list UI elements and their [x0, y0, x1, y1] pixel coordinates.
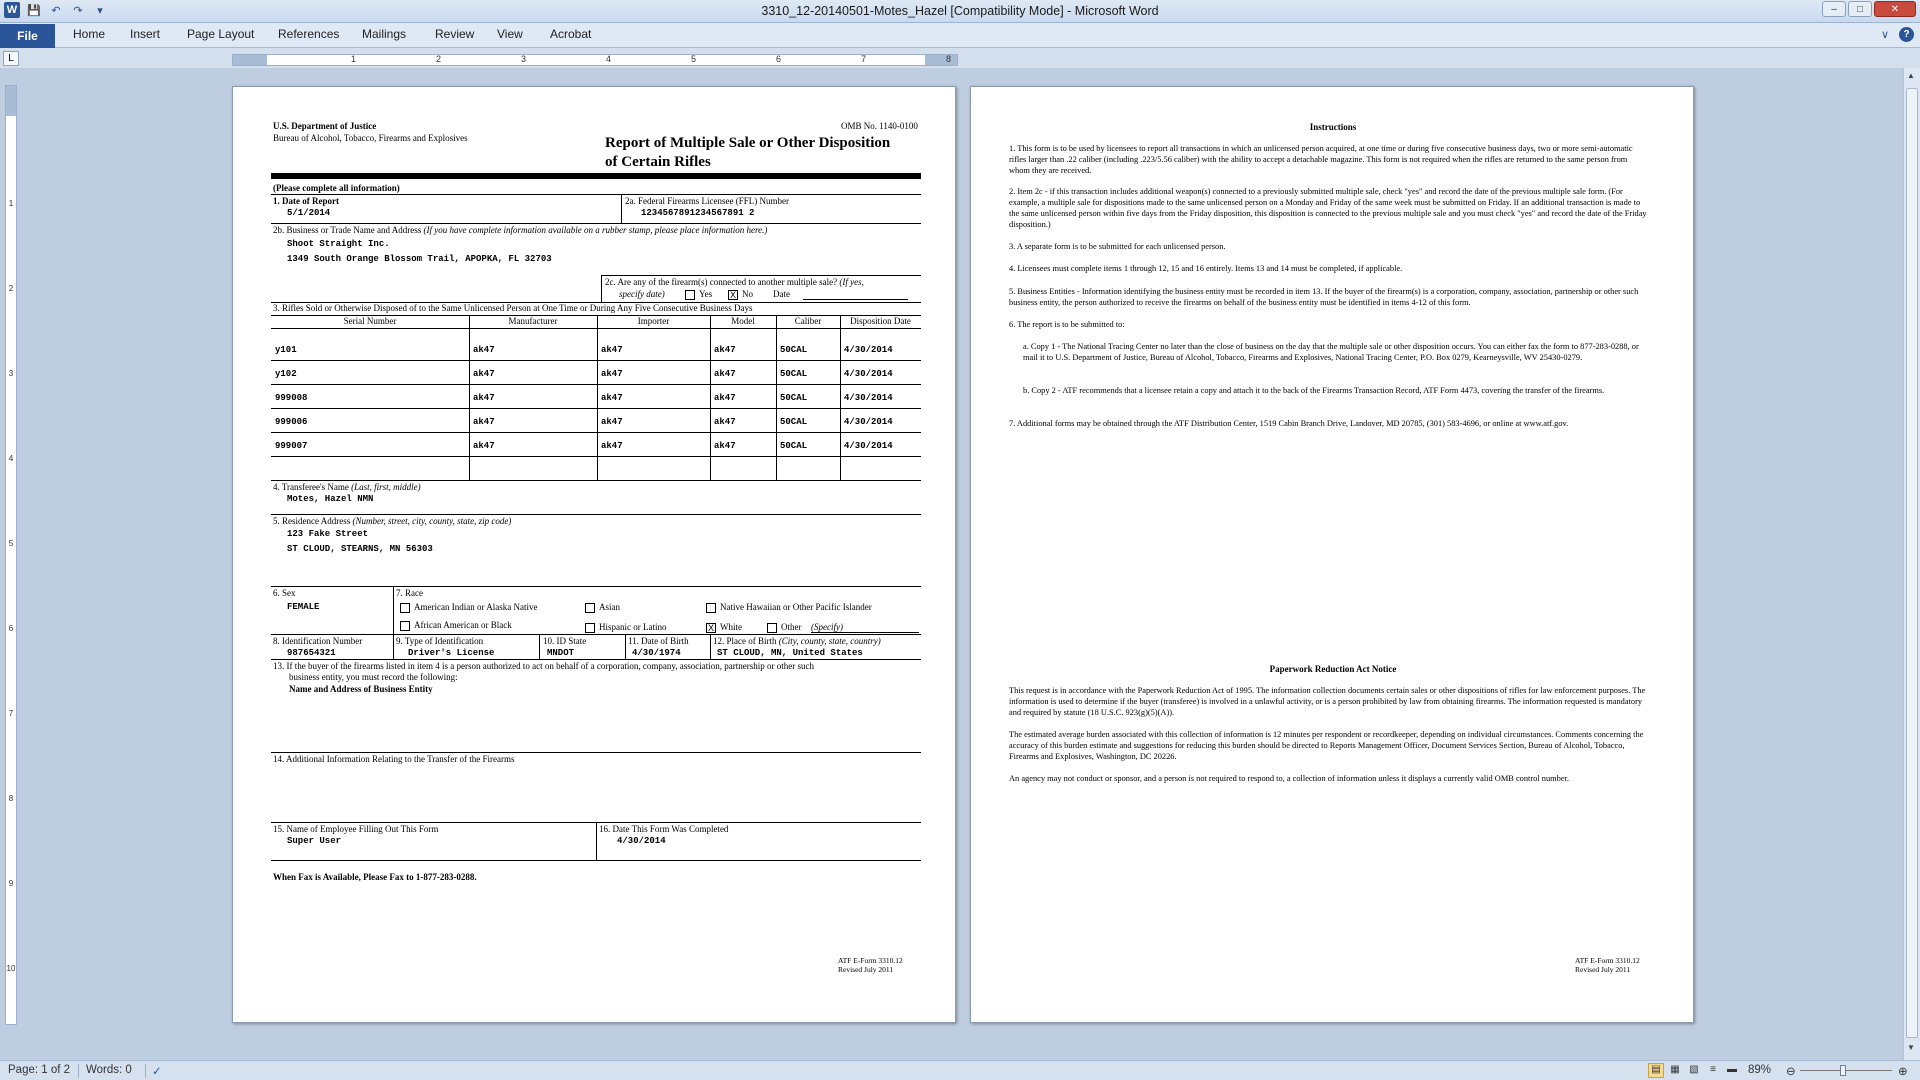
field-2b-note: (If you have complete information available on a rubber stamp, please place information here.): [423, 225, 768, 235]
tab-review[interactable]: Review: [435, 27, 475, 41]
field-5-label: 5. Residence Address: [273, 516, 351, 526]
field-13-line-1: 13. If the buyer of the firearms listed in item 4 is a person authorized to act on behalf of a corporation, company, association, partnership or other such: [273, 661, 814, 671]
instructions-title: Instructions: [1309, 122, 1357, 132]
close-button[interactable]: ✕: [1874, 1, 1916, 17]
rule: [271, 223, 921, 224]
date-of-report-value[interactable]: 5/1/2014: [287, 208, 331, 218]
address-line-1-value[interactable]: 123 Fake Street: [287, 529, 369, 539]
cell-caliber[interactable]: 50CAL: [780, 393, 808, 403]
field-2b: [273, 225, 767, 235]
vruler-number: 9: [8, 879, 14, 888]
no-label: No: [742, 289, 753, 299]
undo-icon[interactable]: ↶: [51, 4, 61, 17]
title-bar: [0, 0, 1920, 23]
field-12: [713, 636, 881, 646]
omb-number: OMB No. 1140-0100: [841, 121, 918, 131]
zoom-slider-thumb[interactable]: [1840, 1065, 1846, 1076]
cell-importer[interactable]: ak47: [601, 393, 623, 403]
instruction-item: 6. The report is to be submitted to:: [1009, 320, 1125, 329]
instruction-subitem: a. Copy 1 - The National Tracing Center no later than the close of business on the day that the multiple sale or other disposition occurs. You can either fax the form to 877-283-0288, or mail it to U.S. Department of Justice, Bureau of Alcohol, Tobacco, Firearms and Explosives, National Tracing Center, P.O. Box 0279, Kearneysville, WV 25430-0279.: [1023, 342, 1639, 362]
paperwork-notice-title: Paperwork Reduction Act Notice: [1269, 664, 1397, 674]
tab-view[interactable]: View: [497, 27, 523, 41]
col-header-importer: Importer: [637, 316, 670, 326]
web-layout-view-icon[interactable]: ▧: [1689, 1064, 1699, 1075]
save-icon[interactable]: 💾: [27, 4, 41, 17]
customize-toolbar-icon[interactable]: ▾: [97, 4, 103, 17]
business-name-value[interactable]: Shoot Straight Inc.: [287, 239, 390, 249]
ruler-right-margin: [925, 55, 957, 65]
window-title: 3310_12-20140501-Motes_Hazel [Compatibility Mode] - Microsoft Word: [761, 4, 1159, 18]
page-count[interactable]: Page: 1 of 2: [8, 1064, 71, 1076]
field-14-label: 14. Additional Information Relating to the Transfer of the Firearms: [273, 754, 515, 764]
instruction-subitem: b. Copy 2 - ATF recommends that a licensee retain a copy and attach it to the back of the Firearms Transaction Record, ATF Form 4473, covering the transfer of the firearms.: [1023, 386, 1605, 395]
rule: [271, 328, 921, 329]
field-2c-note-2: specify date): [619, 289, 665, 299]
tab-references[interactable]: References: [278, 27, 340, 41]
tab-home[interactable]: Home: [73, 27, 106, 41]
race-hispanic-checkbox[interactable]: [585, 623, 595, 633]
field-2a-label: 2a. Federal Firearms Licensee (FFL) Number: [625, 196, 789, 206]
field-1-label: 1. Date of Report: [273, 196, 339, 206]
date-label: Date: [773, 289, 790, 299]
vruler-number: 5: [8, 539, 14, 548]
bureau-name: Bureau of Alcohol, Tobacco, Firearms and Explosives: [273, 133, 468, 143]
ruler-left-margin: [233, 55, 267, 65]
col-header-manufacturer: Manufacturer: [508, 316, 558, 326]
col-header-model: Model: [731, 316, 755, 326]
col-header-caliber: Caliber: [794, 316, 822, 326]
field-4-label: 4. Transferee's Name: [273, 482, 349, 492]
date-line: [803, 299, 908, 300]
field-6-label: 6. Sex: [273, 588, 296, 598]
cell-serial[interactable]: 999008: [275, 393, 308, 403]
id-number-value[interactable]: 987654321: [287, 648, 336, 658]
cell-importer[interactable]: ak47: [601, 441, 623, 451]
ruler-number: 3: [521, 54, 527, 64]
cell-manufacturer[interactable]: ak47: [473, 345, 495, 355]
yes-label: Yes: [699, 289, 713, 299]
tab-mailings[interactable]: Mailings: [362, 27, 407, 41]
divider: [596, 822, 597, 860]
field-11-label: 11. Date of Birth: [628, 636, 689, 646]
horizontal-ruler[interactable]: [232, 54, 958, 66]
vertical-ruler[interactable]: [5, 85, 17, 1025]
vruler-number: 1: [8, 199, 14, 208]
field-8-label: 8. Identification Number: [273, 636, 363, 646]
cell-manufacturer[interactable]: ak47: [473, 393, 495, 403]
cell-date[interactable]: 4/30/2014: [844, 369, 893, 379]
agency-name: U.S. Department of Justice: [273, 121, 377, 131]
field-10-label: 10. ID State: [543, 636, 587, 646]
ruler-number: 1: [351, 54, 357, 64]
page-1[interactable]: [232, 86, 956, 1023]
date-of-birth-value[interactable]: 4/30/1974: [632, 648, 681, 658]
rule: [271, 480, 921, 481]
rule: [271, 586, 921, 587]
cell-date[interactable]: 4/30/2014: [844, 441, 893, 451]
rule: [271, 432, 921, 433]
form-title-line-1: Report of Multiple Sale or Other Disposition: [605, 135, 891, 151]
specify-label: (Specify): [811, 622, 843, 632]
business-address-value[interactable]: 1349 South Orange Blossom Trail, APOPKA, FL 32703: [287, 254, 552, 264]
instruction-item: 5. Business Entities - Information identifying the business entity must be recorded in item 13. If the buyer of the firearm(s) is a corporation, company, association, partnership or other such business entity, the person authorized to receive the firearms on behalf of the business entity must be identified in items 4-12 of this form.: [1009, 287, 1639, 307]
form-title-line-2: of Certain Rifles: [605, 154, 711, 170]
rule: [601, 275, 921, 276]
minimize-button[interactable]: –: [1822, 1, 1846, 17]
status-separator: [145, 1064, 146, 1078]
cell-serial[interactable]: y102: [275, 369, 297, 379]
race-other-checkbox[interactable]: [767, 623, 777, 633]
paperwork-paragraph: The estimated average burden associated with this collection of information is 12 minutes per respondent or recordkeeper, depending on individual circumstances. Comments concerning the accuracy of this burden estimate and suggestions for reducing this burden should be directed to Reports Management Officer, Document Services Section, Bureau of Alcohol, Tobacco, Firearms and Explosives, Washington, DC 20226.: [1009, 730, 1644, 761]
vruler-number: 8: [8, 794, 14, 803]
race-option-label: Native Hawaiian or Other Pacific Islander: [720, 602, 872, 612]
vruler-top-margin: [6, 86, 16, 116]
rule: [271, 752, 921, 753]
field-12-note: (City, county, state, country): [778, 636, 881, 646]
cell-caliber[interactable]: 50CAL: [780, 345, 808, 355]
address-line-2-value[interactable]: ST CLOUD, STEARNS, MN 56303: [287, 544, 433, 554]
transferee-name-value[interactable]: Motes, Hazel NMN: [287, 494, 374, 504]
field-2c-note: (If yes,: [839, 277, 864, 287]
race-asian-checkbox[interactable]: [585, 603, 595, 613]
full-screen-view-icon[interactable]: ▦: [1670, 1064, 1680, 1075]
instruction-item: 7. Additional forms may be obtained through the ATF Distribution Center, 1519 Cabin Branch Drive, Landover, MD 20785, (301) 583-4696, or online at www.atf.gov.: [1009, 419, 1569, 428]
page2-footer-revision: Revised July 2011: [1575, 965, 1631, 974]
status-bar: [0, 1060, 1920, 1080]
help-icon[interactable]: ?: [1899, 27, 1914, 42]
tab-insert[interactable]: Insert: [130, 27, 161, 41]
divider: [601, 275, 602, 302]
race-option-label: Hispanic or Latino: [599, 622, 667, 632]
print-layout-view-icon[interactable]: ▤: [1648, 1063, 1664, 1078]
cell-serial[interactable]: 999007: [275, 441, 308, 451]
page-2[interactable]: [970, 86, 1694, 1023]
field-2c-text: 2c. Are any of the firearm(s) connected to another multiple sale?: [605, 277, 838, 287]
zoom-in-icon[interactable]: ⊕: [1898, 1066, 1908, 1078]
rule: [271, 514, 921, 515]
cell-model[interactable]: ak47: [714, 417, 736, 427]
race-option-label: Asian: [599, 602, 620, 612]
zoom-level[interactable]: 89%: [1748, 1064, 1772, 1076]
rule: [271, 456, 921, 457]
instruction-item: 4. Licensees must complete items 1 through 12, 15 and 16 entirely. Items 13 and 14 must be completed, if applicable.: [1009, 264, 1403, 273]
scroll-up-icon[interactable]: ▲: [1907, 71, 1915, 80]
title-rule: [271, 173, 921, 179]
cell-model[interactable]: ak47: [714, 441, 736, 451]
connected-yes-checkbox[interactable]: [685, 290, 695, 300]
field-5-note: (Number, street, city, county, state, zip code): [352, 516, 512, 526]
cell-serial[interactable]: y101: [275, 345, 297, 355]
field-2b-label: 2b. Business or Trade Name and Address: [273, 225, 422, 235]
cell-caliber[interactable]: 50CAL: [780, 441, 808, 451]
cell-model[interactable]: ak47: [714, 393, 736, 403]
cell-date[interactable]: 4/30/2014: [844, 345, 893, 355]
field-12-label: 12. Place of Birth: [713, 636, 777, 646]
cell-importer[interactable]: ak47: [601, 345, 623, 355]
divider: [625, 634, 626, 659]
rule: [271, 360, 921, 361]
status-separator: [78, 1064, 79, 1078]
ffl-number-value[interactable]: 1234567891234567891 2: [641, 208, 755, 218]
paperwork-paragraph: This request is in accordance with the Paperwork Reduction Act of 1995. The information collection documents certain sales or other dispositions of rifles for law enforcement purposes. The information is used to determine if the buyer (transferee) is involved in a unlawful activity, or is a person prohibited by law from obtaining firearms. The information requested is mandatory and required by statute (18 U.S.C. 923(g)(5)(A)).: [1009, 686, 1646, 717]
cell-serial[interactable]: 999006: [275, 417, 308, 427]
ruler-number: 2: [436, 54, 442, 64]
specify-line: [811, 632, 919, 633]
form-footer-revision: Revised July 2011: [838, 965, 894, 974]
cell-caliber[interactable]: 50CAL: [780, 369, 808, 379]
connected-no-checkbox[interactable]: X: [729, 290, 736, 300]
form-footer-number: ATF E-Form 3310.12: [838, 956, 903, 965]
scroll-down-icon[interactable]: ▼: [1907, 1043, 1915, 1052]
race-option-label: Other: [781, 622, 802, 632]
field-3-label: 3. Rifles Sold or Otherwise Disposed of to the Same Unlicensed Person at One Time or During Any Five Consecutive Business Days: [273, 303, 753, 313]
ruler-number: 6: [776, 54, 782, 64]
vertical-scrollbar[interactable]: [1903, 68, 1920, 1060]
field-13-line-2: business entity, you must record the following:: [289, 672, 458, 682]
cell-importer[interactable]: ak47: [601, 417, 623, 427]
field-16-label: 16. Date This Form Was Completed: [599, 824, 729, 834]
field-4-note: (Last, first, middle): [351, 482, 421, 492]
cell-manufacturer[interactable]: ak47: [473, 417, 495, 427]
page2-footer-number: ATF E-Form 3310.12: [1575, 956, 1640, 965]
field-5: [273, 516, 511, 526]
divider: [393, 586, 394, 659]
cell-manufacturer[interactable]: ak47: [473, 441, 495, 451]
file-tab[interactable]: File: [0, 24, 55, 48]
race-option-label: American Indian or Alaska Native: [414, 602, 538, 612]
business-entity-label: Name and Address of Business Entity: [289, 684, 433, 694]
cell-caliber[interactable]: 50CAL: [780, 417, 808, 427]
id-state-value[interactable]: MNDOT: [547, 648, 575, 658]
rule: [271, 194, 921, 195]
vruler-number: 7: [8, 709, 14, 718]
word-app-icon[interactable]: W: [4, 2, 20, 18]
race-american-indian-checkbox[interactable]: [400, 603, 410, 613]
ribbon-tabs: [0, 23, 1920, 48]
ruler-number: 7: [861, 54, 867, 64]
ruler-number: 4: [606, 54, 612, 64]
completed-date-value[interactable]: 4/30/2014: [617, 836, 666, 846]
divider: [621, 194, 622, 224]
maximize-button[interactable]: □: [1848, 1, 1872, 17]
field-2c-label: [605, 277, 864, 287]
divider: [539, 634, 540, 659]
race-african-american-checkbox[interactable]: [400, 621, 410, 631]
race-option-label: White: [720, 622, 742, 632]
expand-ribbon-icon[interactable]: ∨: [1880, 29, 1889, 41]
zoom-slider-track[interactable]: [1800, 1070, 1892, 1071]
cell-date[interactable]: 4/30/2014: [844, 417, 893, 427]
tab-page-layout[interactable]: Page Layout: [187, 27, 255, 41]
cell-model[interactable]: ak47: [714, 369, 736, 379]
ruler-number: 8: [946, 54, 952, 64]
id-type-value[interactable]: Driver's License: [408, 648, 495, 658]
instruction-item: 3. A separate form is to be submitted for each unlicensed person.: [1009, 242, 1226, 251]
cell-date[interactable]: 4/30/2014: [844, 393, 893, 403]
cell-manufacturer[interactable]: ak47: [473, 369, 495, 379]
rule: [271, 408, 921, 409]
cell-importer[interactable]: ak47: [601, 369, 623, 379]
vruler-number: 2: [8, 284, 14, 293]
divider: [710, 634, 711, 659]
place-of-birth-value[interactable]: ST CLOUD, MN, United States: [717, 648, 863, 658]
cell-model[interactable]: ak47: [714, 345, 736, 355]
tab-selector-icon[interactable]: L: [3, 51, 19, 66]
please-complete-note: (Please complete all information): [273, 183, 400, 193]
employee-name-value[interactable]: Super User: [287, 836, 342, 846]
field-15-label: 15. Name of Employee Filling Out This Form: [273, 824, 439, 834]
fax-note: When Fax is Available, Please Fax to 1-877-283-0288.: [273, 872, 477, 882]
rule: [271, 634, 921, 635]
redo-icon[interactable]: ↷: [73, 4, 83, 17]
proofing-icon[interactable]: ✓: [152, 1066, 162, 1078]
vruler-number: 6: [8, 624, 14, 633]
rule: [271, 659, 921, 660]
word-count[interactable]: Words: 0: [86, 1064, 132, 1076]
field-4: [273, 482, 421, 492]
instruction-item: 2. Item 2c - if this transaction includes additional weapon(s) connected to a previously submitted multiple sale, check "yes" and record the date of the previous multiple sale form. (For example, a multiple sale for dispositions made to the same unlicensed person on a Monday and Friday of the same week must be submitted on Friday. If an additional transaction is made to the same unlicensed person within five days from the Friday disposition, this disposition is connected to the previous multiple sale and you must check "yes" and record the date of the Friday disposition.): [1009, 187, 1647, 229]
scroll-thumb[interactable]: [1906, 88, 1918, 1038]
sex-value[interactable]: FEMALE: [287, 602, 320, 612]
field-9-label: 9. Type of Identification: [396, 636, 484, 646]
race-hawaiian-checkbox[interactable]: [706, 603, 716, 613]
outline-view-icon[interactable]: ≡: [1710, 1064, 1716, 1075]
paperwork-paragraph: An agency may not conduct or sponsor, and a person is not required to respond to, a collection of information unless it displays a currently valid OMB control number.: [1009, 774, 1569, 783]
vruler-number: 3: [8, 369, 14, 378]
rule: [271, 384, 921, 385]
vruler-number: 4: [8, 454, 14, 463]
zoom-out-icon[interactable]: ⊖: [1786, 1066, 1796, 1078]
tab-acrobat[interactable]: Acrobat: [550, 27, 592, 41]
field-7-label: 7. Race: [396, 588, 423, 598]
instruction-item: 1. This form is to be used by licensees to report all transactions in which an unlicensed person acquired, at one time or during five consecutive business days, two or more semi-automatic rifles larger than .22 caliber (including .223/5.56 caliber) with the ability to accept a detachable magazine. This form is not required when the rifles are returned to the same person from whom they are received.: [1009, 144, 1633, 175]
race-option-label: African American or Black: [414, 620, 512, 630]
col-header-serial: Serial Number: [343, 316, 397, 326]
draft-view-icon[interactable]: ▬: [1727, 1064, 1737, 1075]
vruler-number: 10: [6, 964, 16, 973]
col-header-disposition-date: Disposition Date: [850, 316, 911, 326]
rule: [271, 860, 921, 861]
ruler-number: 5: [691, 54, 697, 64]
race-white-checkbox[interactable]: X: [707, 623, 714, 633]
